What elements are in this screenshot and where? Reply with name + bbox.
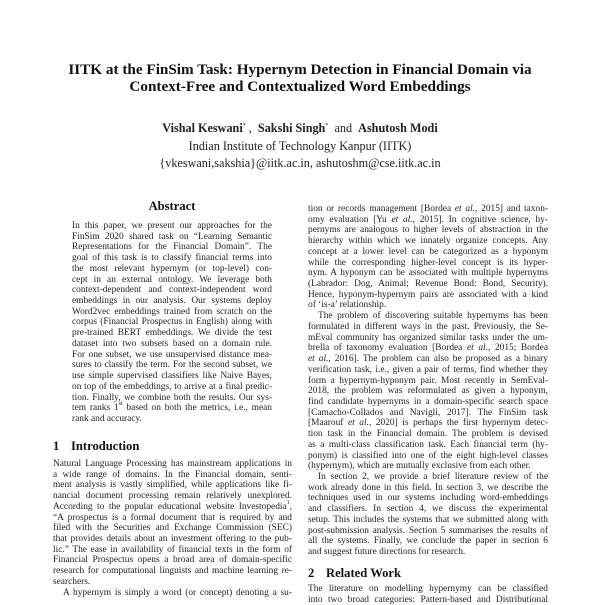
text-segment: The literature on modelling hypernymy can be classified <box>308 584 548 594</box>
text-line <box>72 307 272 318</box>
text-segment: , <box>289 501 292 512</box>
text-line <box>53 480 292 491</box>
text-line <box>308 493 548 504</box>
text-line <box>53 459 292 470</box>
text-line <box>53 534 292 545</box>
text-line <box>308 547 548 558</box>
text-line <box>53 566 292 577</box>
section-number: 1 <box>53 439 60 453</box>
text-segment: et al. <box>454 204 476 214</box>
text-line <box>308 215 548 226</box>
right-column-body <box>308 204 548 558</box>
text-segment: embeddings in our analysis. Our systems deploy <box>72 296 272 307</box>
text-segment: hierarchy within which we innately organize concepts. Any <box>308 236 548 247</box>
text-line <box>308 300 548 311</box>
text-line <box>308 440 548 451</box>
text-line <box>308 225 548 236</box>
text-segment: According to the popular educational website Investopedia <box>53 501 287 512</box>
text-line <box>72 339 272 350</box>
abstract-body <box>72 221 272 425</box>
text-segment: ment analysis is vastly simplified, while applications like fi- <box>53 480 292 491</box>
text-segment: et al. <box>466 343 488 354</box>
text-line <box>53 499 292 513</box>
text-segment: Financial Prospectus opens a broad area of domain-specific <box>53 555 292 566</box>
text-line <box>308 408 548 419</box>
text-segment: all the systems. Finally, we conclude the paper in section 6 <box>308 536 548 547</box>
text-segment: tion or records management [Bordea <box>308 204 455 214</box>
text-line <box>308 365 548 376</box>
text-segment: concept at a lower level can be categorized as a hyponym <box>308 246 548 257</box>
author-mark: * <box>242 123 246 129</box>
text-segment: omy evaluation [Yu <box>308 214 392 225</box>
text-segment: tion task in the Financial domain. The problem is devised <box>308 429 548 440</box>
text-line <box>308 429 548 440</box>
text-segment: the most relevant hypernym (or top-level) con- <box>72 263 272 274</box>
text-segment: Word2vec embeddings trained from scratch on the <box>72 306 272 317</box>
text-line <box>72 221 272 232</box>
section-title: Related Work <box>326 566 401 580</box>
text-line <box>72 414 272 425</box>
text-line <box>72 317 272 328</box>
text-line <box>53 545 292 556</box>
text-segment: 2018, the problem was reformulated as given a hyponym, <box>308 386 548 397</box>
text-segment: setup. This includes the systems that we submitted along with <box>308 514 548 525</box>
text-segment: on top of the embeddings, to arrive at a final predic- <box>72 381 272 392</box>
text-segment: formulated in different ways in the past. Previously, the Se- <box>308 321 548 332</box>
text-line <box>53 523 292 534</box>
text-segment: pernyms are analogous to higher levels of abstraction in the <box>308 225 548 236</box>
author-list <box>0 121 600 136</box>
text-segment: sures to classify the term. For the second subset, we <box>72 360 272 371</box>
text-segment: searchers. <box>53 576 91 587</box>
text-line <box>308 322 548 333</box>
text-line <box>72 350 272 361</box>
author-separator: , <box>248 121 252 135</box>
text-line <box>308 354 548 365</box>
text-segment: (hypernym), which are mutually exclusive from each other. <box>308 461 531 472</box>
text-segment: Representations for the Financial Domain”. The <box>72 242 272 253</box>
text-segment: In this paper, we present our approaches for the <box>72 221 272 231</box>
author-name: Ashutosh Modi <box>358 121 438 135</box>
text-segment: et al. <box>308 354 329 365</box>
text-line <box>72 253 272 264</box>
text-segment: use simple supervised classifiers like Naive Bayes, <box>72 371 272 382</box>
paper-title <box>0 61 600 95</box>
text-segment: corpus (Financial Prospectus in English) along with <box>72 317 272 328</box>
text-line <box>72 232 272 243</box>
section-heading-related-work <box>308 566 401 581</box>
text-segment: , 2015] and taxon- <box>475 204 549 214</box>
text-line <box>308 311 548 322</box>
text-line <box>308 483 548 494</box>
text-segment: [Maarouf <box>308 418 348 429</box>
title-line-1: IITK at the FinSim Task: Hypernym Detection in Financial Domain via <box>68 61 532 78</box>
text-segment: goal of this task is to classify financial terms into <box>72 253 272 264</box>
text-line <box>308 386 548 397</box>
text-segment: [Camacho-Collados and Navigli, 2017]. The FinSim task <box>308 407 548 418</box>
text-segment: a wide range of domains. In the Financial domain, senti- <box>53 469 292 480</box>
text-line <box>72 242 272 253</box>
text-segment: (Labrador: Dog, Animal; Revenue Bond: Bond, Security). <box>308 279 548 290</box>
text-line <box>53 577 292 588</box>
text-line <box>308 472 548 483</box>
text-line <box>72 296 272 307</box>
abstract-heading: Abstract <box>148 199 196 213</box>
text-line <box>53 513 292 524</box>
text-segment: mEval community has organized similar tasks under the um- <box>308 332 548 343</box>
text-segment: find candidate hypernyms in a domain-specific search space <box>308 396 548 407</box>
text-segment: tion. Finally, we combine both the results. Our sys- <box>72 392 272 403</box>
text-segment: pre-trained BERT embeddings. We divide the test <box>72 328 272 339</box>
text-segment: A hypernym is simply a word (or concept) denoting a su- <box>63 587 292 598</box>
text-line <box>72 403 272 414</box>
text-segment: , 2016]. The problem can also be proposed as a binary <box>328 354 548 365</box>
text-line <box>308 343 548 354</box>
text-line <box>308 536 548 547</box>
text-line <box>308 236 548 247</box>
superscript: 1 <box>286 499 290 506</box>
section-heading-introduction <box>53 439 139 454</box>
text-segment: , 2015; Bordea <box>488 343 549 354</box>
text-segment: et al. <box>391 214 413 225</box>
text-segment: dataset into two subsets based on a domain rule. <box>72 338 272 349</box>
introduction-body <box>53 459 292 598</box>
author-name: Sakshi Singh <box>257 121 326 135</box>
text-segment: lic.” The ease in availability of financial texts in the form of <box>53 544 292 555</box>
text-line <box>72 285 272 296</box>
text-line <box>308 504 548 515</box>
text-segment: based on both the metrics, i.e., mean <box>122 403 272 414</box>
text-line <box>308 461 548 472</box>
author-mark: * <box>325 123 329 129</box>
text-segment: post-submission analysis. Section 5 summarises the results of <box>308 525 548 536</box>
affiliation: Indian Institute of Technology Kanpur (IITK) <box>188 139 412 153</box>
text-line <box>308 204 548 215</box>
text-line <box>308 376 548 387</box>
text-segment: In section 2, we provide a brief literature review of the <box>318 471 548 482</box>
text-segment: context-dependent and context-independent word <box>72 285 272 296</box>
text-line <box>72 382 272 393</box>
text-segment: “A prospectus is a formal document that is required by and <box>53 512 292 523</box>
text-segment: research for computational linguists and machine learning re- <box>53 566 292 577</box>
text-segment: filed with the Securities and Exchange Commission (SEC) <box>53 523 292 534</box>
text-segment: The problem of discovering suitable hypernyms has been <box>318 311 548 322</box>
text-segment: techniques used in our systems including word-embeddings <box>308 493 548 504</box>
text-segment: For one subset, we use unsupervised distance mea- <box>72 349 272 360</box>
section-title: Introduction <box>71 439 140 453</box>
text-segment: , 2020] is perhaps the first hypernym detec- <box>368 418 548 429</box>
text-line <box>72 360 272 371</box>
text-segment: cept in an external ontology. We leverage both <box>72 274 272 285</box>
text-segment: while the corresponding higher-level concept is its hyper- <box>308 257 548 268</box>
text-line <box>53 491 292 502</box>
text-segment: ponym) is classified into one of the eight high-level classes <box>308 450 548 461</box>
text-segment: that provides details about an investment offering to the pub- <box>53 534 292 545</box>
author-name: Vishal Keswani <box>162 121 243 135</box>
text-segment: brella of taxonomy evaluation [Bordea <box>308 343 467 354</box>
related-work-body <box>308 584 548 605</box>
text-segment: rank and accuracy. <box>72 413 142 424</box>
text-segment: verification task, i.e., given a pair of terms, find whether they <box>308 364 548 375</box>
text-line <box>308 451 548 462</box>
text-line <box>308 279 548 290</box>
text-segment: et al. <box>347 418 369 429</box>
text-line <box>308 268 548 279</box>
text-segment: of ‘is-a’ relationship. <box>308 300 387 311</box>
text-line <box>72 371 272 382</box>
text-segment: , 2015]. In cognitive science, hy- <box>412 214 548 225</box>
text-line <box>72 275 272 286</box>
text-line <box>308 333 548 344</box>
text-line <box>308 290 548 301</box>
text-segment: Natural Language Processing has mainstream applications in <box>53 459 292 469</box>
title-line-2: Context-Free and Contextualized Word Embeddings <box>129 78 471 95</box>
text-line <box>308 258 548 269</box>
text-line <box>308 247 548 258</box>
text-segment: nancial document processing remain relatively unexplored. <box>53 491 292 502</box>
text-segment: Hence, hyponym-hypernym pairs are associated with a kind <box>308 289 548 300</box>
text-segment: tem ranks 1 <box>72 403 119 414</box>
text-line <box>308 397 548 408</box>
text-line <box>308 584 548 595</box>
text-line <box>53 470 292 481</box>
superscript: st <box>118 401 123 408</box>
text-segment: form a hypernym-hyponym pair. Most recently in SemEval- <box>308 375 548 386</box>
text-line <box>53 588 292 599</box>
text-segment: FinSim 2020 shared task on “Learning Semantic <box>72 231 272 242</box>
text-line <box>72 328 272 339</box>
text-line <box>308 515 548 526</box>
text-segment: into two broad categories: Pattern-based and Distributional <box>308 594 548 605</box>
text-segment: as a multi-class classification task. Each financial term (hy- <box>308 439 548 450</box>
text-line <box>308 418 548 429</box>
section-number: 2 <box>308 566 315 580</box>
text-line <box>72 393 272 404</box>
author-and: and <box>334 121 353 135</box>
text-line <box>53 555 292 566</box>
text-line <box>72 264 272 275</box>
author-emails: {vkeswani,sakshia}@iitk.ac.in, ashutoshm@cse.iitk.ac.in <box>159 156 441 170</box>
text-line <box>308 526 548 537</box>
text-segment: and suggest future directions for research. <box>308 547 466 557</box>
text-segment: nym. A hyponym can be associated with multiple hypernyms <box>308 268 548 279</box>
text-segment: and classifiers. In section 4, we discuss the experimental <box>308 504 548 515</box>
text-segment: work already done in this field. In section 3, we describe the <box>308 482 548 493</box>
